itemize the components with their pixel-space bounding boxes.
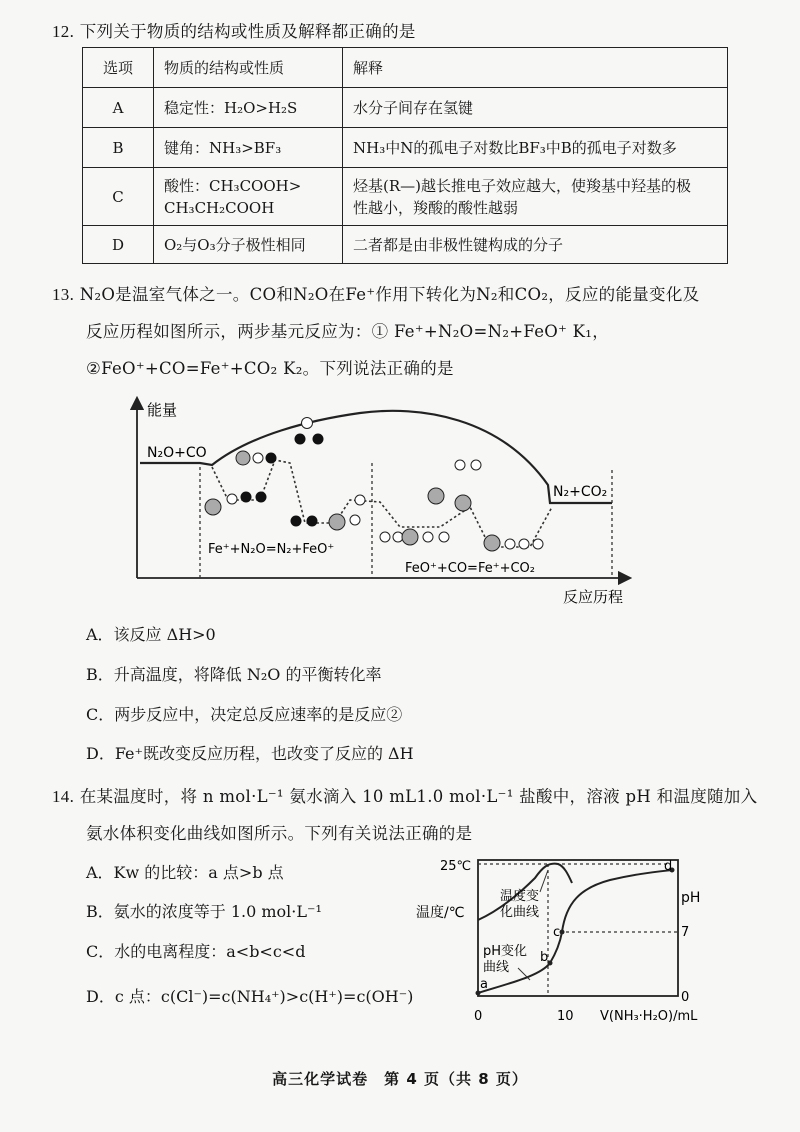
explanation-line: 性越小，羧酸的酸性越弱 [353,198,519,217]
q13-line-2: 反应历程如图所示，两步基元反应为：① Fe⁺+N₂O=N₂+FeO⁺ K₁， [86,322,610,341]
q14-option-d: D．c 点：c(Cl⁻)=c(NH₄⁺)>c(H⁺)=c(OH⁻) [86,987,414,1006]
option-letter: B [83,128,154,168]
temp-tick-25: 25℃ [440,859,472,874]
y-axis-label: 能量 [147,401,178,419]
explanation-line: 烃基(R—)越长推电子效应越大，使羧基中羟基的极 [353,176,692,195]
ph-tick-7: 7 [681,925,690,940]
table-row [83,168,728,226]
label-d: d [664,859,673,874]
molecule-icon [236,418,324,466]
q14-stem-text: 在某温度时，将 n mol·L⁻¹ 氨水滴入 10 mL1.0 mol·L⁻¹ 盐酸中，溶液 pH 和温度随加入 [79,787,758,806]
left-axis-label: 温度/℃ [416,905,465,921]
q14-line-1 [52,783,757,807]
page-footer: 高三化学试卷 第 4 页（共 8 页） [272,1070,528,1088]
reactants-label: N₂O+CO [147,445,207,461]
property-cell: 键角：NH₃>BF₃ [154,128,343,168]
table-row [83,128,728,168]
q13-line-3: ②FeO⁺+CO=Fe⁺+CO₂ K₂。下列说法正确的是 [86,359,454,378]
energy-curve [140,411,612,503]
molecule-icon [428,460,481,511]
table-header: 物质的结构或性质 [154,48,343,88]
property-cell [154,168,343,226]
table-header: 选项 [83,48,154,88]
explanation-cell: 二者都是由非极性键构成的分子 [343,226,728,264]
q14-option-c: C．水的电离程度：a<b<c<d [86,942,306,961]
step2-equation: FeO⁺+CO=Fe⁺+CO₂ [405,561,535,576]
option-letter: A [83,88,154,128]
q13-option-b: B．升高温度，将降低 N₂O 的平衡转化率 [86,665,382,684]
table-row [83,88,728,128]
q13-option-a: A．该反应 ΔH>0 [86,625,216,644]
label-a: a [480,977,488,992]
molecule-icon [291,514,361,530]
explanation-cell [343,168,728,226]
pointer-line [540,870,548,892]
ph-tick-0: 0 [681,990,690,1005]
q13-number: 13. [52,285,75,304]
energy-diagram [0,395,800,610]
q13-stem-text: N₂O是温室气体之一。CO和N₂O在Fe⁺作用下转化为N₂和CO₂，反应的能量变化及 [79,285,700,304]
q12-stem: 下列关于物质的结构或性质及解释都正确的是 [79,22,416,41]
property-cell: 稳定性：H₂O>H₂S [154,88,343,128]
q13-option-c: C．两步反应中，决定总反应速率的是反应② [86,705,403,724]
explanation-cell: NH₃中N的孤电子对数比BF₃中B的孤电子对数多 [343,128,728,168]
table-header-row [83,48,728,88]
point-c [560,930,565,935]
q13-line-1 [52,281,699,305]
option-letter: C [83,168,154,226]
explanation-cell: 水分子间存在氢键 [343,88,728,128]
table-header: 解释 [343,48,728,88]
property-line: CH₃CH₂COOH [164,198,275,217]
ph-curve-label: 曲线 [483,960,510,975]
step1-equation: Fe⁺+N₂O=N₂+FeO⁺ [208,542,335,557]
q14-number: 14. [52,787,75,806]
q12-heading [52,18,416,42]
q12-table [82,47,728,264]
label-b: b [540,950,549,965]
table-row [83,226,728,264]
ph-curve-label: pH变化 [483,944,528,959]
x-tick-10: 10 [557,1009,574,1024]
right-axis-label: pH [681,890,701,906]
molecule-icon [205,492,267,516]
q14-line-2: 氨水体积变化曲线如图所示。下列有关说法正确的是 [86,824,473,843]
molecule-icon [484,535,543,551]
q14-option-b: B．氨水的浓度等于 1.0 mol·L⁻¹ [86,902,322,921]
temp-curve-label: 温度变 [500,889,540,904]
q12-number: 12. [52,22,75,41]
property-line: 酸性：CH₃COOH> [164,176,302,195]
label-c: c [553,925,561,940]
q13-option-d: D．Fe⁺既改变反应历程，也改变了反应的 ΔH [86,744,414,763]
option-letter: D [83,226,154,264]
q14-option-a: A．Kw 的比较：a 点>b 点 [86,863,284,882]
property-cell: O₂与O₃分子极性相同 [154,226,343,264]
temp-curve-label: 化曲线 [500,905,540,920]
x-axis-label: 反应历程 [563,588,624,606]
graph-frame [478,860,678,996]
x-tick-0: 0 [474,1009,483,1024]
ph-temperature-graph [400,848,730,1038]
x-axis-label: V(NH₃·H₂O)/mL [600,1009,698,1024]
products-label: N₂+CO₂ [553,484,608,500]
